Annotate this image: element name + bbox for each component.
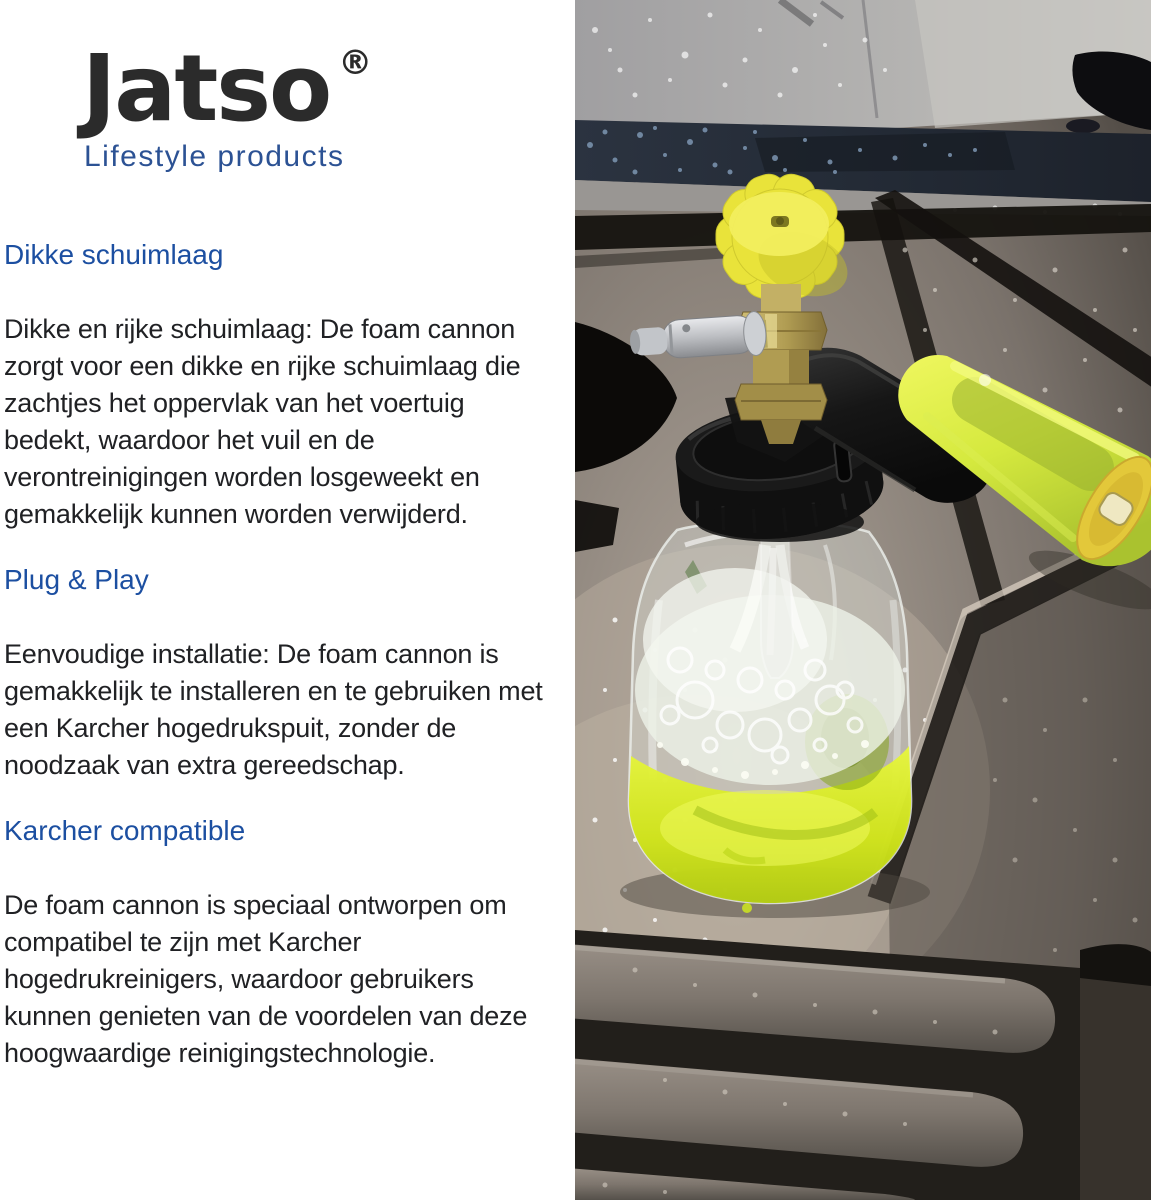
registered-trademark-icon: ® <box>338 43 373 83</box>
brand-logo-line <box>82 35 575 142</box>
feature-body: De foam cannon is speciaal ontworpen om compatibel te zijn met Karcher hogedrukreinigers, waardoor gebruikers kunnen genieten van de voordelen van deze hoogwaardige reinigingstechnologie. <box>4 890 528 1069</box>
feature-section-plug-and-play <box>4 563 559 784</box>
foam-cannon-photo-illustration <box>575 0 1151 1200</box>
brand-logo <box>0 0 575 174</box>
suction-tube <box>761 540 793 678</box>
tread-ridges <box>575 930 1151 1200</box>
feature-section-karcher <box>4 814 559 1072</box>
cap-neck-shadow <box>696 502 864 542</box>
feature-list <box>0 238 575 1072</box>
brand-tagline: Lifestyle products <box>84 140 345 174</box>
feature-section-foam <box>4 238 559 533</box>
brand-name: Jatso <box>82 35 331 142</box>
feature-heading: Karcher compatible <box>4 815 246 847</box>
feature-body: Dikke en rijke schuimlaag: De foam cannon zorgt voor een dikke en rijke schuimlaag die zachtjes het oppervlak van het voertuig bedekt, waardoor het vuil en de verontreinigingen worden losgeweekt en gemakkelijk kunnen worden verwijderd. <box>4 314 521 530</box>
text-column <box>0 0 575 1200</box>
feature-heading: Dikke schuimlaag <box>4 239 224 271</box>
feature-body: Eenvoudige installatie: De foam cannon is gemakkelijk te installeren en te gebruiken met een Karcher hogedrukspuit, zonder de noodzaak van extra gereedschap. <box>4 639 543 781</box>
product-photo <box>575 0 1151 1200</box>
feature-heading: Plug & Play <box>4 564 149 596</box>
